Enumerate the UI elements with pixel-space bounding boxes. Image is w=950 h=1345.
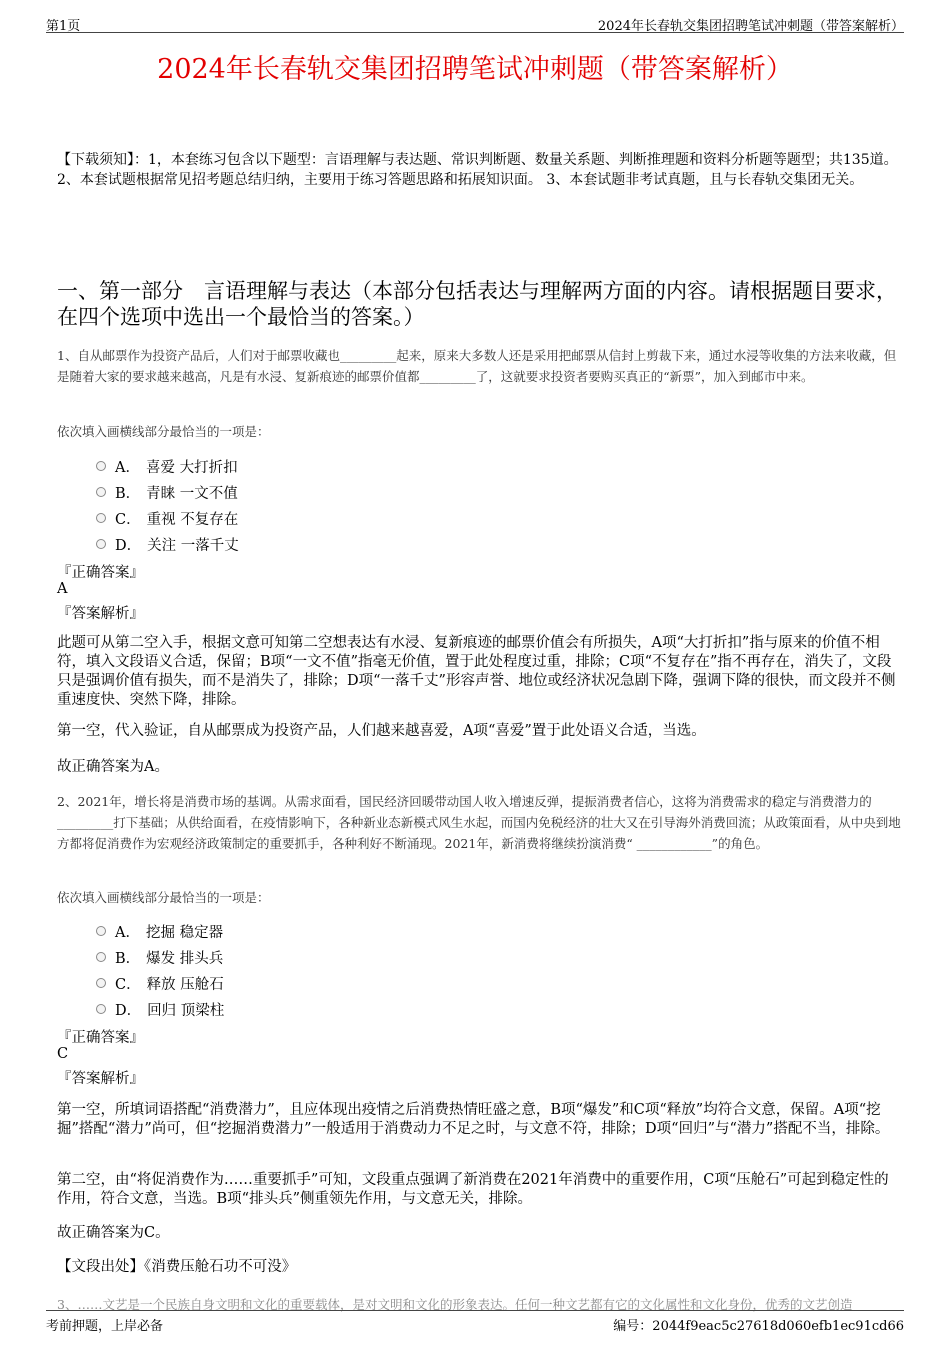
question-1-prompt: 依次填入画横线部分最恰当的一项是： [57, 424, 270, 439]
correct-answer-value: A [57, 581, 68, 597]
radio-icon[interactable] [96, 513, 106, 523]
correct-answer-label: 『正确答案』 [57, 1030, 144, 1046]
correct-answer-value: C [57, 1046, 69, 1062]
option-a[interactable]: A． 挖掘 稳定器 [96, 918, 224, 944]
option-c[interactable]: C． 释放 压舱石 [96, 970, 224, 996]
option-b[interactable]: B． 爆发 排头兵 [96, 944, 224, 970]
question-2-stem: 2、2021年，增长将是消费市场的基调。从需求面看，国民经济回暖带动国人收入增速反弹，提振消费者信心，这将为消费需求的稳定与消费潜力的 _________打下基础；从供给面看，在疫情影响下，各种新业态新模式风生水起，而国内免税经济的壮大又在引导海外消费回流；从政策面看，从中央到地方都将促消费作为宏观经济政策制定的重要抓手，各种利好不断涌现。2021年，新消费将继续扮演消费“ ____________”的角色。 [57, 794, 901, 851]
option-b[interactable]: B． 青睐 一文不值 [96, 479, 239, 505]
page-header [46, 13, 904, 33]
analysis-paragraph: 故正确答案为A。 [57, 759, 169, 775]
analysis-paragraph: 此题可从第二空入手，根据文意可知第二空想表达有水浸、复新痕迹的邮票价值会有所损失，A项“大打折扣”指与原来的价值不相符，填入文段语义合适，保留；B项“一文不值”指毫无价值，置于此处程度过重，排除；C项“不复存在”指不再存在，消失了，文段只是强调价值有损失，而不是消失了，排除；D项“一落千丈”形容声誉、地位或经济状况急剧下降，强调下降的很快，而文段并不侧重速度快、突然下降，排除。 [57, 635, 896, 708]
question-1-options [96, 453, 239, 557]
correct-answer-label: 『正确答案』 [57, 565, 144, 581]
radio-icon[interactable] [96, 1004, 106, 1014]
analysis-paragraph: 第二空，由“将促消费作为……重要抓手”可知，文段重点强调了新消费在2021年消费中的重要作用，C项“压舱石”可起到稳定性的作用，符合文意，当选。B项“排头兵”侧重领先作用，与文意无关，排除。 [57, 1172, 889, 1207]
radio-icon[interactable] [96, 487, 106, 497]
option-d[interactable]: D． 关注 一落千丈 [96, 531, 239, 557]
radio-icon[interactable] [96, 978, 106, 988]
next-question-cutoff: 3、……文艺是一个民族自身文明和文化的重要载体，是对文明和文化的形象表达。任何一种文艺都有它的文化属性和文化身份，优秀的文艺创造 [57, 1297, 853, 1312]
radio-icon[interactable] [96, 461, 106, 471]
document-title: 2024年长春轨交集团招聘笔试冲刺题（带答案解析） [157, 54, 793, 85]
question-2-prompt: 依次填入画横线部分最恰当的一项是： [57, 890, 270, 905]
header-doc-title: 2024年长春轨交集团招聘笔试冲刺题（带答案解析） [597, 19, 904, 34]
radio-icon[interactable] [96, 952, 106, 962]
option-a[interactable]: A． 喜爱 大打折扣 [96, 453, 239, 479]
analysis-paragraph: 第一空，所填词语搭配“消费潜力”，且应体现出疫情之后消费热情旺盛之意，B项“爆发”和C项“释放”均符合文意，保留。A项“挖掘”搭配“潜力”尚可，但“挖掘消费潜力”一般适用于消费动力不足之时，与文意不符，排除；D项“回归”与“潜力”搭配不当，排除。 [57, 1102, 890, 1137]
footer-slogan: 考前押题，上岸必备 [46, 1319, 164, 1334]
option-c[interactable]: C． 重视 不复存在 [96, 505, 239, 531]
source-citation: 【文段出处】《消费压舱石功不可没》 [57, 1259, 297, 1275]
radio-icon[interactable] [96, 926, 106, 936]
section-heading: 一、第一部分 言语理解与表达（本部分包括表达与理解两方面的内容。请根据题目要求，在四个选项中选出一个最恰当的答案。） [57, 279, 897, 329]
analysis-paragraph: 第一空，代入验证，自从邮票成为投资产品，人们越来越喜爱，A项“喜爱”置于此处语义合适，当选。 [57, 723, 706, 739]
analysis-label: 『答案解析』 [57, 1071, 144, 1087]
download-notice: 【下载须知】：1，本套练习包含以下题型：言语理解与表达题、常识判断题、数量关系题、判断推理题和资料分析题等题型；共135道。 2、本套试题根据常见招考题总结归纳，主要用于练习答题思路和拓展知识面。 3、本套试题非考试真题，且与长春轨交集团无关。 [57, 152, 898, 188]
document-id: 编号：2044f9eac5c27618d060efb1ec91cd66 [613, 1319, 904, 1334]
page-footer [46, 1310, 904, 1334]
analysis-label: 『答案解析』 [57, 606, 144, 622]
page-number: 第1页 [46, 19, 81, 34]
radio-icon[interactable] [96, 539, 106, 549]
question-1-stem: 1、自从邮票作为投资产品后，人们对于邮票收藏也_________起来，原来大多数人还是采用把邮票从信封上剪裁下来，通过水浸等收集的方法来收藏，但是随着大家的要求越来越高，凡是有水浸、复新痕迹的邮票价值都_________了，这就要求投资者要购买真正的“新票”，加入到邮市中来。 [57, 348, 897, 384]
question-2-options [96, 918, 224, 1022]
option-d[interactable]: D． 回归 顶梁柱 [96, 996, 224, 1022]
analysis-paragraph: 故正确答案为C。 [57, 1225, 170, 1241]
